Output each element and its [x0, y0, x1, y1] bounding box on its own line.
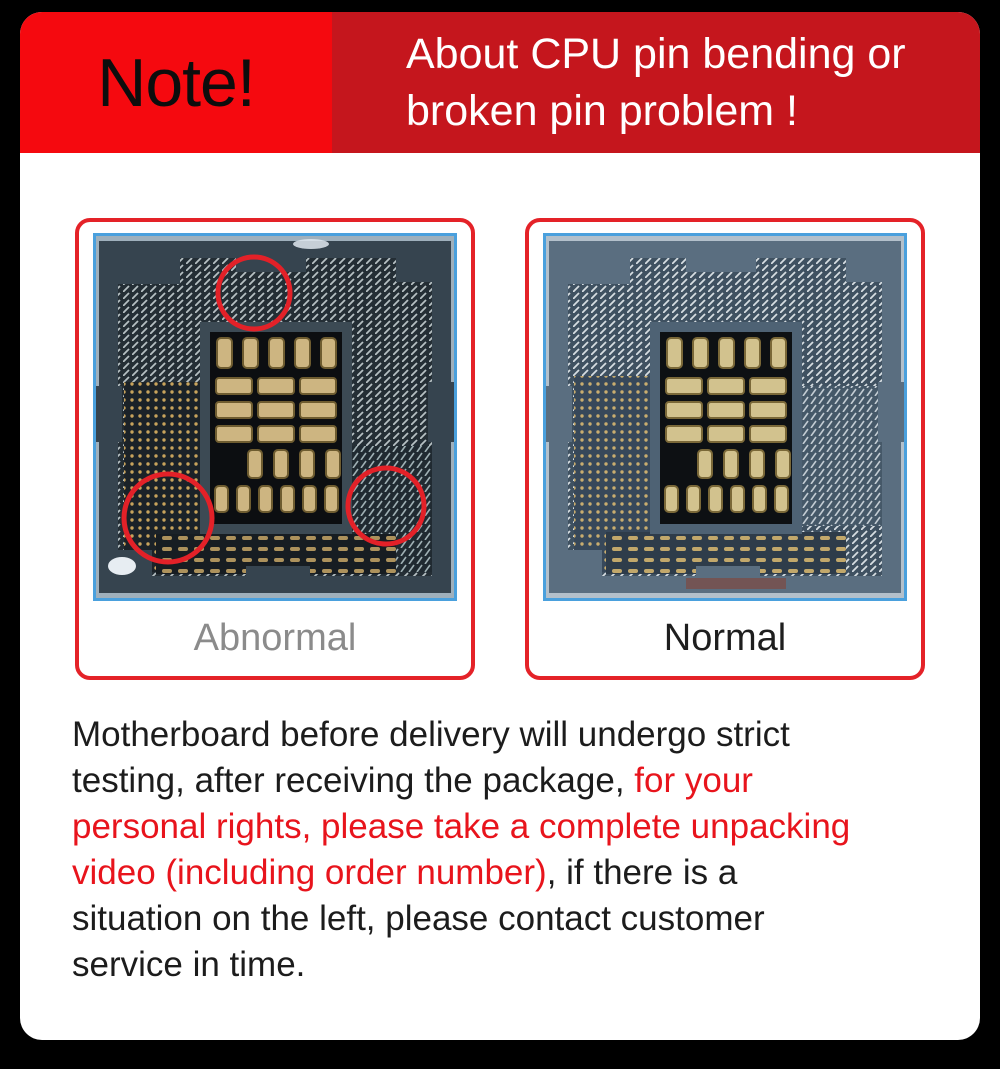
notice-line: [72, 758, 962, 804]
notice-text-segment-red: for your: [634, 761, 753, 800]
notice-text-segment: testing, after receiving the package,: [72, 761, 635, 800]
notice-paragraph: [72, 712, 962, 988]
comparison-panels: [20, 218, 980, 680]
abnormal-label: Abnormal: [193, 617, 357, 659]
notice-card: [20, 12, 980, 1040]
banner-heading-line-1: About CPU pin bending or: [406, 29, 906, 78]
notice-text-segment: service in time.: [72, 945, 306, 984]
normal-label: Normal: [663, 617, 787, 659]
notice-text-segment: situation on the left, please contact customer: [72, 899, 765, 938]
notice-line: [72, 942, 962, 988]
banner: [20, 12, 980, 153]
notice-line: [72, 850, 962, 896]
normal-photo-frame: [543, 233, 907, 601]
notice-line: [72, 896, 962, 942]
notice-line: [72, 712, 962, 758]
abnormal-panel: [75, 218, 475, 680]
banner-heading: [332, 12, 980, 153]
notice-line: [72, 804, 962, 850]
notice-text-segment: Motherboard before delivery will undergo strict: [72, 715, 790, 754]
banner-heading-line-2: broken pin problem !: [406, 86, 798, 135]
note-label: Note!: [97, 44, 255, 121]
notice-text-segment: , if there is a: [546, 853, 738, 892]
notice-text-segment-red: personal rights, please take a complete unpacking: [72, 807, 851, 846]
normal-socket-photo: [546, 236, 904, 598]
abnormal-socket-photo: [96, 236, 454, 598]
normal-panel: [525, 218, 925, 680]
note-badge: [20, 12, 332, 153]
notice-text-segment-red: video (including order number): [72, 853, 547, 892]
abnormal-photo-frame: [93, 233, 457, 601]
